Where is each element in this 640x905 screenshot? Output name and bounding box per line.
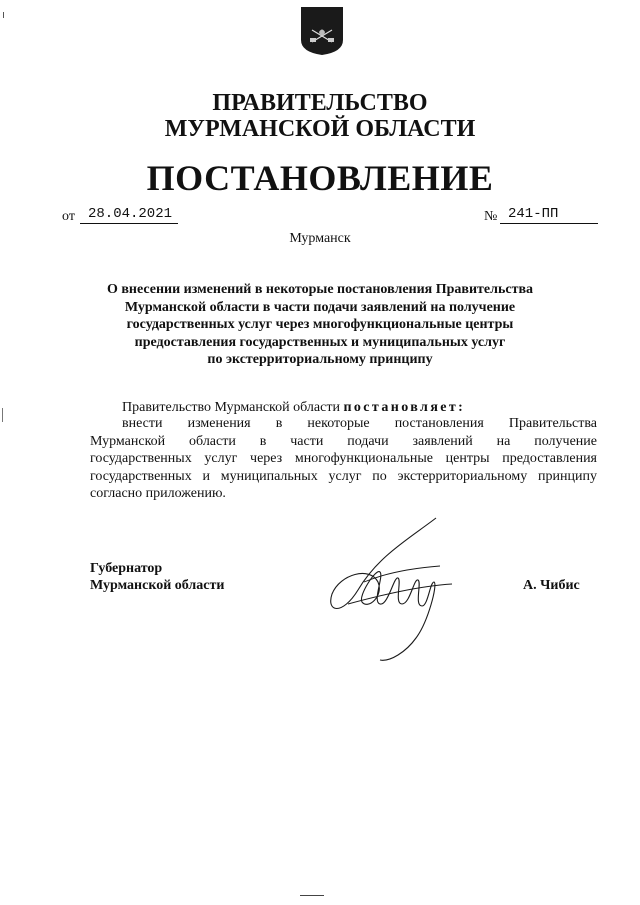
subject-line: предоставления государственных и муниципальных услуг [134,334,506,350]
coat-of-arms-icon [300,6,344,56]
body-line: государственных и муниципальных услуг по экстерриториальному принципу [90,468,597,484]
body-line: Мурманской области в части подачи заявлений на получение [90,433,597,449]
signatory-title [90,560,224,594]
body-line: согласно приложению. [90,486,226,501]
preamble [122,400,465,416]
signatory-title-line2: Мурманской области [90,578,225,593]
body-line: государственных услуг через многофункциональные центры предоставления [90,451,597,466]
handwritten-signature-icon [318,512,458,664]
subject-line: О внесении изменений в некоторые постановления Правительства [106,282,534,297]
document-date: 28.04.2021 [80,206,178,224]
signatory-name: А. Чибис [523,578,580,593]
city: Мурманск [289,231,351,246]
document-number: 241-ПП [500,206,598,224]
signatory-title-line1: Губернатор [90,561,163,576]
subject-line: Мурманской области в части подачи заявлений на получение [124,299,516,315]
resolution-body [90,415,597,503]
org-name-line1: ПРАВИТЕЛЬСТВО [212,90,428,116]
scan-mark [3,12,4,18]
preamble-text: Правительство Мурманской области [122,400,340,415]
body-line: внести изменения в некоторые постановления Правительства [122,416,597,431]
org-name-line2: МУРМАНСКОЙ ОБЛАСТИ [164,116,476,142]
subject-line: государственных услуг через многофункциональные центры [126,317,514,332]
document-subject [0,281,640,369]
number-prefix: № [484,209,498,224]
page-footer-mark [300,895,324,896]
scan-mark [2,408,3,422]
resolves-word: постановляет: [343,400,466,415]
subject-line: по экстерриториальному принципу [207,352,433,367]
document-type: ПОСТАНОВЛЕНИЕ [146,158,494,198]
date-prefix: от [62,209,75,224]
